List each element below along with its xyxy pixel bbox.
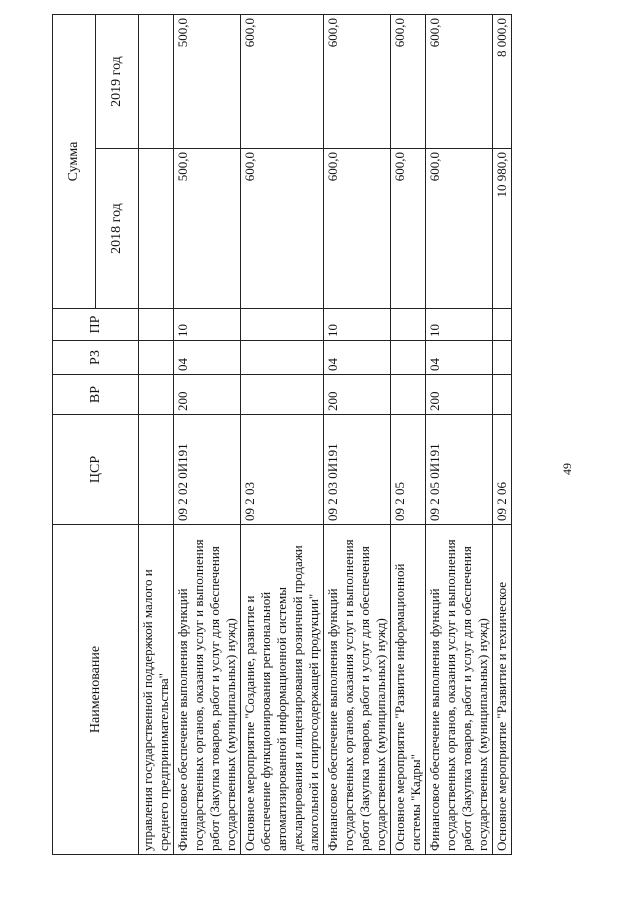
- row-rz: 04: [324, 341, 391, 375]
- row-sum-2018: 600,0: [324, 149, 391, 309]
- row-sum-2019: 600,0: [391, 15, 426, 149]
- header-name: Наименование: [53, 525, 139, 855]
- header-sum: Сумма: [53, 15, 96, 309]
- row-sum-2018: 600,0: [426, 149, 493, 309]
- row-csr: 09 2 05: [391, 415, 426, 525]
- row-csr: 09 2 03 0И191: [324, 415, 391, 525]
- row-pr: [391, 309, 426, 341]
- row-sum-2019: [139, 15, 174, 149]
- row-vr: [391, 375, 426, 415]
- row-vr: 200: [324, 375, 391, 415]
- row-sum-2018: [139, 149, 174, 309]
- row-rz: [493, 341, 512, 375]
- row-csr: [139, 415, 174, 525]
- row-vr: [241, 375, 324, 415]
- row-name: управления государственной поддержкой малого и среднего предпринимательства": [139, 525, 174, 855]
- row-rz: 04: [174, 341, 241, 375]
- row-csr: 09 2 06: [493, 415, 512, 525]
- page-number: 49: [560, 463, 574, 475]
- header-vr: ВР: [53, 375, 139, 415]
- header-year-2018: 2018 год: [96, 149, 139, 309]
- row-sum-2019: 600,0: [324, 15, 391, 149]
- row-csr: 09 2 03: [241, 415, 324, 525]
- row-name: Финансовое обеспечение выполнения функций государственных органов, оказания услуг и выполнения работ (Закупка товаров, работ и услуг для обеспечения государственных (муниципальных) нужд): [324, 525, 391, 855]
- row-vr: [493, 375, 512, 415]
- table-row: [493, 15, 512, 855]
- row-rz: [139, 341, 174, 375]
- row-vr: 200: [174, 375, 241, 415]
- row-sum-2019: 600,0: [426, 15, 493, 149]
- row-name: Финансовое обеспечение выполнения функций государственных органов, оказания услуг и выполнения работ (Закупка товаров, работ и услуг для обеспечения государственных (муниципальных) нужд): [174, 525, 241, 855]
- row-name: Основное мероприятие "Развитие и техническое: [493, 525, 512, 855]
- row-sum-2019: 500,0: [174, 15, 241, 149]
- header-rz: РЗ: [53, 341, 139, 375]
- table-row: [241, 15, 324, 855]
- row-csr: 09 2 05 0И191: [426, 415, 493, 525]
- row-sum-2018: 10 980,0: [493, 149, 512, 309]
- row-sum-2018: 600,0: [391, 149, 426, 309]
- table-row: [391, 15, 426, 855]
- row-name: Основное мероприятие "Развитие информационной системы "Кадры": [391, 525, 426, 855]
- row-pr: [139, 309, 174, 341]
- row-vr: [139, 375, 174, 415]
- row-pr: [241, 309, 324, 341]
- row-rz: [241, 341, 324, 375]
- row-pr: 10: [174, 309, 241, 341]
- header-csr: ЦСР: [53, 415, 139, 525]
- table-row: [174, 15, 241, 855]
- row-sum-2019: 600,0: [241, 15, 324, 149]
- row-sum-2018: 500,0: [174, 149, 241, 309]
- row-vr: 200: [426, 375, 493, 415]
- row-name: Финансовое обеспечение выполнения функций государственных органов, оказания услуг и выполнения работ (Закупка товаров, работ и услуг для обеспечения государственных (муниципальных) нужд): [426, 525, 493, 855]
- row-sum-2019: 8 000,0: [493, 15, 512, 149]
- row-sum-2018: 600,0: [241, 149, 324, 309]
- table-header: [53, 15, 139, 855]
- header-pr: ПР: [53, 309, 139, 341]
- table-row: [324, 15, 391, 855]
- row-name: Основное мероприятие "Создание, развитие и обеспечение функционирования региональной автоматизированной информационной системы декларирования и лицензирования розничной продажи алкогольной и спиртосодержащей продукции": [241, 525, 324, 855]
- row-pr: 10: [426, 309, 493, 341]
- table-body: [139, 15, 512, 855]
- table-row: [139, 15, 174, 855]
- table-row: [426, 15, 493, 855]
- row-csr: 09 2 02 0И191: [174, 415, 241, 525]
- row-rz: [391, 341, 426, 375]
- row-rz: 04: [426, 341, 493, 375]
- row-pr: [493, 309, 512, 341]
- header-year-2019: 2019 год: [96, 15, 139, 149]
- budget-table: [52, 14, 512, 855]
- row-pr: 10: [324, 309, 391, 341]
